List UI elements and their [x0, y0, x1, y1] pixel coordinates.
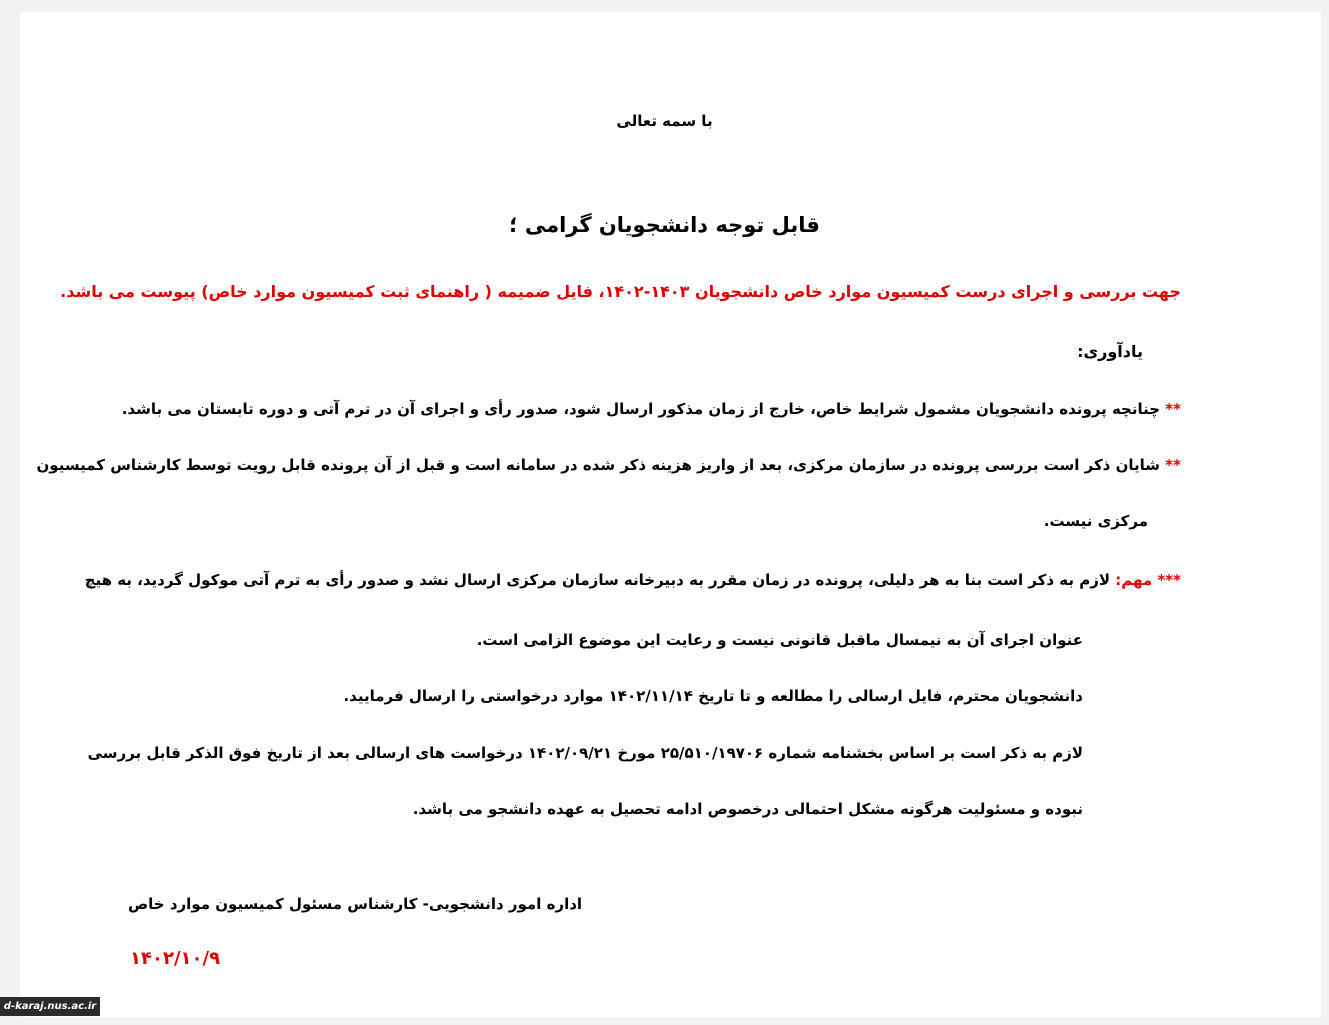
- circular-paragraph: لازم به ذکر است بر اساس بخشنامه شماره ۲۵/۵۱۰/۱۹۷۰۶ مورخ ۱۴۰۲/۰۹/۲۱ درخواست های ارسالی بعد از تاریخ فوق الذکر قابل بررسی: [87, 744, 1083, 762]
- reminder-title: یادآوری:: [1077, 342, 1143, 361]
- important-label: مهم:: [1115, 571, 1153, 589]
- document-date: ۱۴۰۲/۱۰/۹: [130, 948, 221, 969]
- signature: اداره امور دانشجویی- کارشناس مسئول کمیسیون موارد خاص: [128, 895, 583, 913]
- note-text: لازم به ذکر است بنا به هر دلیلی، پرونده در زمان مقرر به دبیرخانه سازمان مرکزی ارسال نشد و صدور رأی به ترم آتی موکول گردید، به هیچ: [84, 571, 1111, 589]
- note-2: [37, 454, 1182, 476]
- note-2-continuation: مرکزی نیست.: [1043, 512, 1148, 530]
- page-heading: قابل توجه دانشجویان گرامی ؛: [509, 213, 820, 237]
- salutation: با سمه تعالی: [616, 112, 713, 130]
- asterisk-marker: ***: [1157, 571, 1181, 589]
- asterisk-marker: **: [1165, 456, 1181, 474]
- asterisk-marker: **: [1165, 400, 1181, 418]
- site-watermark: d-karaj.nus.ac.ir: [0, 997, 100, 1016]
- circular-paragraph-continuation: نبوده و مسئولیت هرگونه مشکل احتمالی درخصوص ادامه تحصیل به عهده دانشجو می باشد.: [412, 800, 1083, 818]
- note-text: چنانچه پرونده دانشجویان مشمول شرایط خاص، خارج از زمان مذکور ارسال شود، صدور رأی و اجرای آن در ترم آتی و دوره تابستان می باشد.: [121, 400, 1161, 418]
- intro-paragraph: جهت بررسی و اجرای درست کمیسیون موارد خاص دانشجویان ۱۴۰۳-۱۴۰۲، فایل ضمیمه ( راهنمای ثبت کمیسیون موارد خاص) پیوست می باشد.: [60, 282, 1181, 301]
- note-1: [122, 398, 1181, 420]
- note-3: [85, 569, 1181, 591]
- note-text: شایان ذکر است بررسی پرونده در سازمان مرکزی، بعد از واریز هزینه ذکر شده در سامانه است و قبل از آن پرونده قابل رویت توسط کارشناس کمیسیون: [36, 456, 1161, 474]
- note-3-continuation: عنوان اجرای آن به نیمسال ماقبل قانونی نیست و رعایت این موضوع الزامی است.: [476, 631, 1083, 649]
- deadline-paragraph: دانشجویان محترم، فایل ارسالی را مطالعه و تا تاریخ ۱۴۰۲/۱۱/۱۴ موارد درخواستی را ارسال فرمایید.: [343, 687, 1083, 705]
